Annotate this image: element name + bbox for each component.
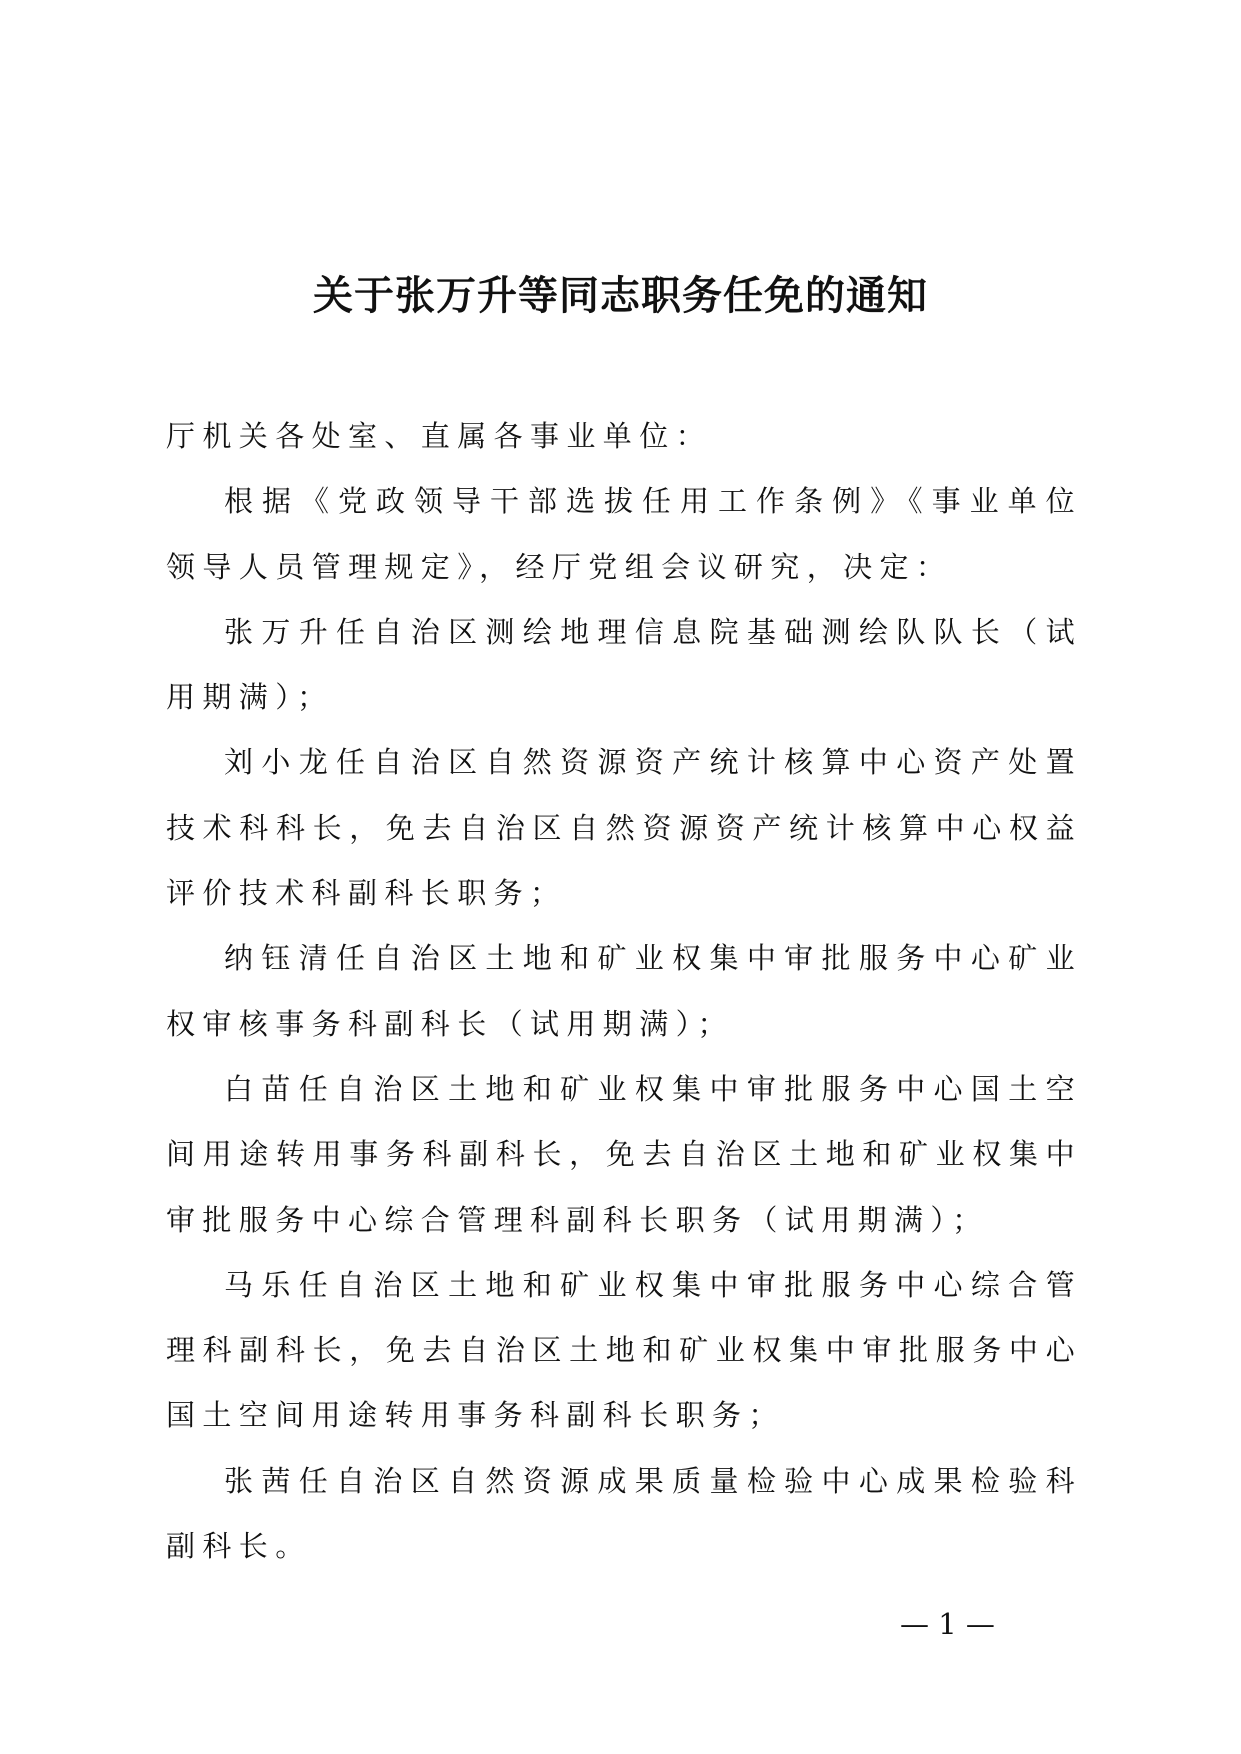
paragraph-appointment: 张万升任自治区测绘地理信息院基础测绘队队长（试用期满）； bbox=[166, 614, 1082, 715]
paragraph-basis: 根据《党政领导干部选拔任用工作条例》《事业单位领导人员管理规定》，经厅党组会议研究，决定： bbox=[166, 484, 1082, 584]
document-body bbox=[166, 404, 1082, 1579]
paragraph-appointment: 白苗任自治区土地和矿业权集中审批服务中心国土空间用途转用事务科副科长，免去自治区土地和矿业权集中审批服务中心综合管理科副科长职务（试用期满）； bbox=[166, 1071, 1082, 1237]
document-title: 关于张万升等同志职务任免的通知 bbox=[313, 272, 928, 319]
paragraph-appointment: 张茜任自治区自然资源成果质量检验中心成果检验科副科长。 bbox=[166, 1463, 1082, 1564]
recipient-line: 厅机关各处室、直属各事业单位： bbox=[166, 419, 713, 453]
paragraph-appointment: 纳钰清任自治区土地和矿业权集中审批服务中心矿业权审核事务科副科长（试用期满）； bbox=[166, 941, 1082, 1041]
paragraph-appointment: 马乐任自治区土地和矿业权集中审批服务中心综合管理科副科长，免去自治区土地和矿业权集中审批服务中心国土空间用途转用事务科副科长职务； bbox=[166, 1267, 1082, 1433]
page-number: — 1 — bbox=[900, 1607, 995, 1641]
paragraph-appointment: 刘小龙任自治区自然资源资产统计核算中心资产处置技术科科长，免去自治区自然资源资产统计核算中心权益评价技术科副科长职务； bbox=[166, 745, 1082, 911]
